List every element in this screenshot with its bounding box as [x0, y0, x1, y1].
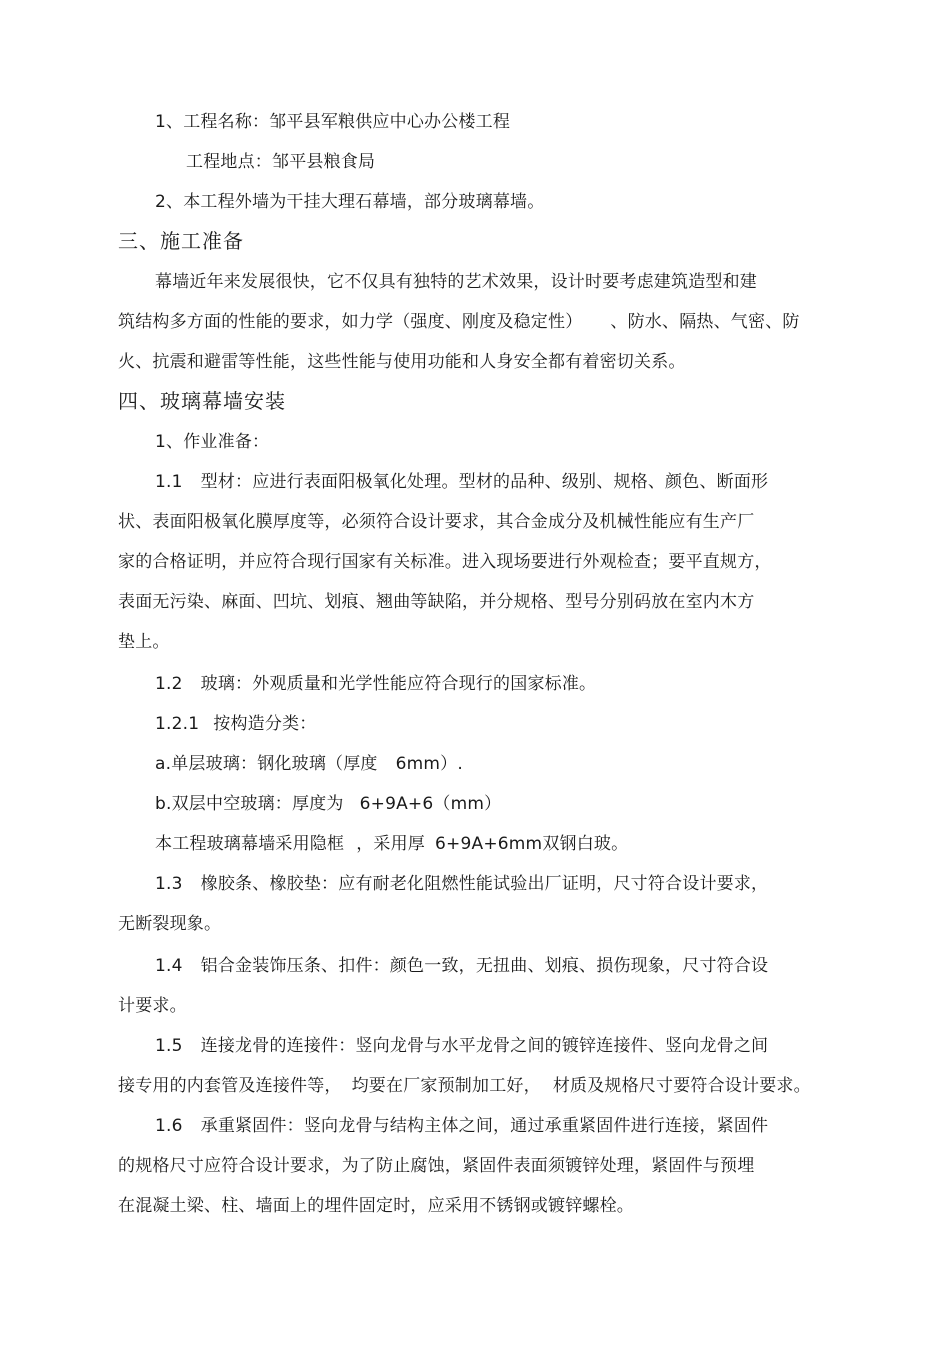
clause-line: [118, 1074, 811, 1098]
paragraph-line: 火、抗震和避雷等性能，这些性能与使用功能和人身安全都有着密切关系。: [118, 352, 686, 372]
clause-number: 1.3: [155, 874, 183, 894]
clause-line: 计要求。: [118, 996, 187, 1016]
glass-type-line: [155, 752, 463, 776]
exterior-wall-line: 2、本工程外墙为干挂大理石幕墙，部分玻璃幕墙。: [155, 192, 545, 212]
clause-number: 1.1: [155, 472, 183, 492]
clause-number: 1.2: [155, 674, 183, 694]
clause-line: [155, 872, 768, 896]
clause-text: 材质及规格尺寸要符合设计要求。: [552, 1076, 811, 1096]
paragraph-line: [118, 310, 800, 334]
clause-line: 表面无污染、麻面、凹坑、划痕、翘曲等缺陷，并分规格、型号分别码放在室内木方: [118, 592, 755, 612]
section-heading-preparation: 三、施工准备: [118, 229, 244, 253]
clause-text: 均要在厂家预制加工好，: [351, 1076, 541, 1096]
clause-text: 铝合金装饰压条、扣件：颜色一致，无扭曲、划痕、损伤现象，尺寸符合设: [200, 956, 769, 976]
clause-line: [155, 470, 768, 494]
clause-text: 型材：应进行表面阳极氧化处理。型材的品种、级别、规格、颜色、断面形: [200, 472, 769, 492]
clause-number: 1.2.1: [155, 714, 200, 734]
clause-text: 玻璃：外观质量和光学性能应符合现行的国家标准。: [200, 674, 597, 694]
project-location-line: 工程地点：邹平县粮食局: [186, 152, 376, 172]
project-glass-value: 6+9A+6mm: [435, 834, 543, 854]
glass-type-value: 6mm）.: [395, 754, 463, 774]
clause-line: [155, 954, 768, 978]
clause-text: 橡胶条、橡胶垫：应有耐老化阻燃性能试验出厂证明，尺寸符合设计要求，: [200, 874, 769, 894]
project-glass-text: 双钢白玻。: [542, 834, 629, 854]
paragraph-text: 筑结构多方面的性能的要求，如力学（强度、刚度及稳定性）: [118, 312, 583, 332]
clause-line: [155, 1034, 768, 1058]
clause-text: 连接龙骨的连接件：竖向龙骨与水平龙骨之间的镀锌连接件、竖向龙骨之间: [200, 1036, 769, 1056]
clause-line: 的规格尺寸应符合设计要求，为了防止腐蚀，紧固件表面须镀锌处理，紧固件与预埋: [118, 1156, 755, 1176]
project-glass-line: [155, 832, 628, 856]
clause-line: [155, 712, 316, 736]
item-heading: 1、作业准备：: [155, 432, 270, 452]
clause-line: 状、表面阳极氧化膜厚度等，必须符合设计要求，其合金成分及机械性能应有生产厂: [118, 512, 755, 532]
clause-text: 按构造分类：: [213, 714, 317, 734]
clause-line: [155, 1114, 768, 1138]
clause-line: 无断裂现象。: [118, 914, 222, 934]
paragraph-text: 、防水、隔热、气密、防: [610, 312, 800, 332]
clause-line: 家的合格证明，并应符合现行国家有关标准。进入现场要进行外观检查；要平直规方，: [118, 552, 772, 572]
clause-line: 垫上。: [118, 632, 170, 652]
clause-number: 1.5: [155, 1036, 183, 1056]
clause-number: 1.4: [155, 956, 183, 976]
project-name-line: 1、工程名称：邹平县军粮供应中心办公楼工程: [155, 112, 511, 132]
project-glass-text: ，采用厚: [356, 834, 426, 854]
glass-type-value: 6+9A+6（mm）: [359, 794, 502, 814]
glass-type-text: a.单层玻璃：钢化玻璃（厚度: [155, 754, 378, 774]
glass-type-text: b.双层中空玻璃：厚度为: [155, 794, 344, 814]
clause-text: 承重紧固件：竖向龙骨与结构主体之间，通过承重紧固件进行连接，紧固件: [200, 1116, 769, 1136]
clause-line: [155, 672, 596, 696]
glass-type-line: [155, 792, 501, 816]
paragraph-line: 幕墙近年来发展很快，它不仅具有独特的艺术效果，设计时要考虑建筑造型和建: [155, 272, 757, 292]
clause-line: 在混凝土梁、柱、墙面上的埋件固定时，应采用不锈钢或镀锌螺栓。: [118, 1196, 634, 1216]
section-heading-installation: 四、玻璃幕墙安装: [118, 389, 286, 413]
clause-number: 1.6: [155, 1116, 183, 1136]
clause-text: 接专用的内套管及连接件等，: [118, 1076, 342, 1096]
project-glass-text: 本工程玻璃幕墙采用隐框: [155, 834, 345, 854]
